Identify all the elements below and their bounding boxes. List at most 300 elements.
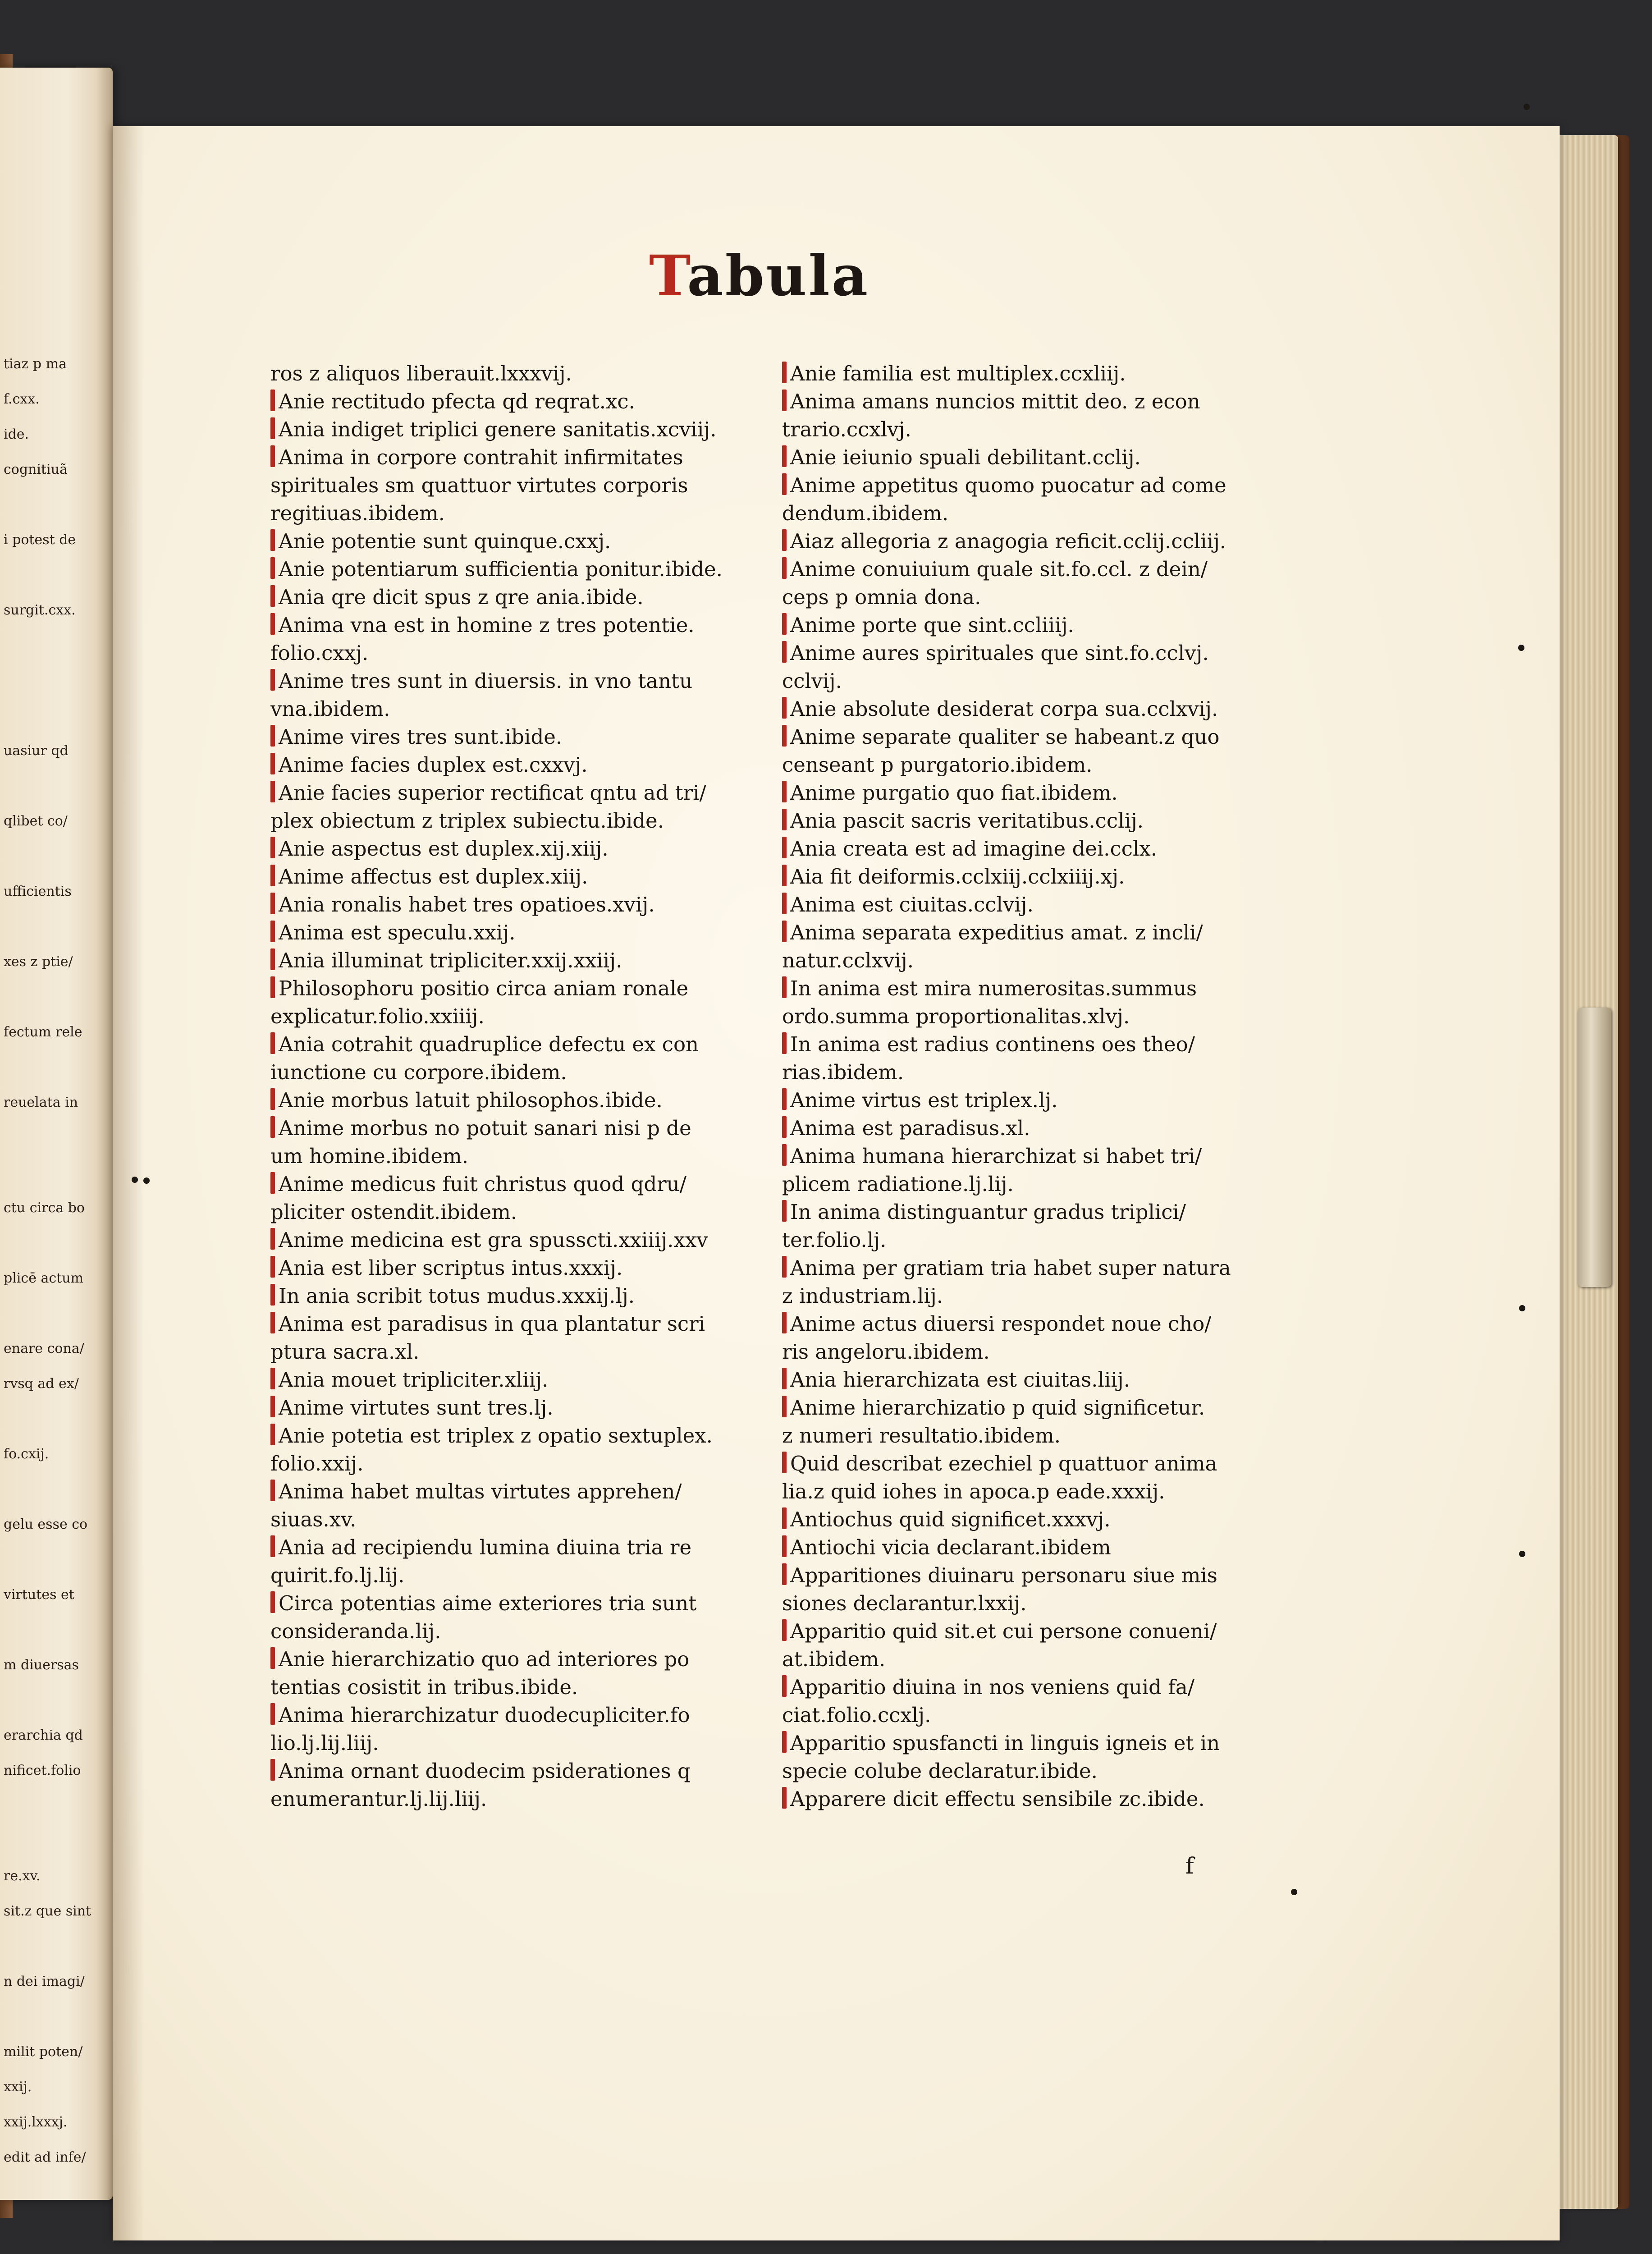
rubric-mark: [270, 1228, 275, 1250]
rubric-mark: [782, 1619, 787, 1641]
index-entry: [270, 863, 775, 891]
index-entry: [782, 1254, 1287, 1282]
index-entry-text: In anima distinguantur gradus triplici/: [790, 1200, 1186, 1224]
index-entry-text: Apparitiones diuinaru personaru siue mis: [790, 1563, 1217, 1587]
rubric-mark: [270, 976, 275, 998]
index-entry: [782, 611, 1287, 639]
index-entry: [782, 919, 1287, 947]
index-entry: [270, 695, 775, 723]
index-entry-text: ceps p omnia dona.: [782, 585, 981, 609]
rubric-mark: [270, 1647, 275, 1669]
index-entry-text: Apparitio spusfancti in linguis igneis et in: [790, 1731, 1220, 1755]
index-entry-text: ris angeloru.ibidem.: [782, 1340, 990, 1364]
index-entry-text: Anime virtutes sunt tres.lj.: [279, 1396, 554, 1420]
index-entry-text: Anime appetitus quomo puocatur ad come: [790, 473, 1226, 497]
index-entry-text: trario.ccxlvj.: [782, 417, 911, 441]
index-entry: [270, 975, 775, 1003]
margin-dot: [1291, 1889, 1297, 1895]
index-entry-text: Anime conuiuium quale sit.fo.ccl. z dein/: [790, 557, 1208, 581]
margin-fragment: xxij.: [4, 2079, 32, 2095]
margin-fragment: n dei imagi/: [4, 1974, 85, 1989]
index-entry: [782, 723, 1287, 751]
index-entry: [782, 472, 1287, 499]
index-entry-text: Anima est paradisus.xl.: [790, 1116, 1030, 1140]
rubric-mark: [782, 865, 787, 886]
index-entry: [782, 1170, 1287, 1198]
index-entry: [270, 583, 775, 611]
rubric-mark: [270, 1172, 275, 1194]
margin-fragment: milit poten/: [4, 2044, 83, 2060]
rubric-mark: [782, 613, 787, 635]
index-entry-text: Anie facies superior rectificat qntu ad tri/: [279, 781, 706, 805]
index-entry: [270, 1450, 775, 1478]
index-entry-text: In ania scribit totus mudus.xxxij.lj.: [279, 1284, 635, 1308]
page-title: [649, 243, 902, 309]
rubric-mark: [782, 389, 787, 411]
signature-mark: f: [1185, 1853, 1194, 1879]
margin-fragment: enare cona/: [4, 1341, 84, 1356]
index-entry: [782, 1226, 1287, 1254]
index-entry-text: Apparitio diuina in nos veniens quid fa/: [790, 1675, 1194, 1699]
index-entry: [270, 1086, 775, 1114]
index-entry: [782, 1562, 1287, 1590]
margin-fragment: rvsq ad ex/: [4, 1376, 79, 1392]
index-entry-text: Circa potentias aime exteriores tria sunt: [279, 1591, 697, 1615]
rubric-mark: [782, 725, 787, 747]
index-entry: [270, 1254, 775, 1282]
index-entry: [270, 1701, 775, 1729]
index-entry: [270, 388, 775, 416]
index-entry-text: specie colube declaratur.ibide.: [782, 1759, 1098, 1783]
index-entry: [270, 1422, 775, 1450]
margin-fragment: virtutes et: [4, 1587, 74, 1603]
index-entry-text: siones declarantur.lxxij.: [782, 1591, 1027, 1615]
rubric-mark: [270, 753, 275, 774]
index-entry: [782, 1394, 1287, 1422]
margin-fragment: f.cxx.: [4, 391, 40, 407]
index-entry-text: folio.cxxj.: [270, 641, 369, 665]
index-entry: [782, 1422, 1287, 1450]
index-entry-text: Anime aures spirituales que sint.fo.cclvj.: [790, 641, 1209, 665]
margin-fragment: tiaz p ma: [4, 356, 67, 372]
index-entry-text: Anima ornant duodecim psiderationes q: [279, 1759, 691, 1783]
index-entry: [270, 919, 775, 947]
index-entry: [782, 1031, 1287, 1058]
index-entry: [782, 583, 1287, 611]
margin-fragment: surgit.cxx.: [4, 602, 76, 618]
index-entry: [270, 1534, 775, 1562]
margin-fragment: ufficientis: [4, 884, 72, 899]
index-entry-text: Aia fit deiformis.cclxiij.cclxiiij.xj.: [790, 865, 1125, 889]
rubric-mark: [270, 1424, 275, 1445]
index-entry-text: Antiochus quid significet.xxxvj.: [790, 1507, 1111, 1531]
index-entry-text: Anime hierarchizatio p quid significetur.: [790, 1396, 1205, 1420]
index-entry: [782, 1590, 1287, 1617]
index-entry: [270, 947, 775, 975]
index-entry-text: plicem radiatione.lj.lij.: [782, 1172, 1014, 1196]
index-entry: [270, 667, 775, 695]
rubric-mark: [270, 1535, 275, 1557]
index-entry-text: Anime tres sunt in diuersis. in vno tantu: [279, 669, 693, 693]
index-entry: [782, 416, 1287, 444]
index-entry: [270, 1226, 775, 1254]
rubric-mark: [782, 1368, 787, 1389]
index-column-left: [270, 360, 775, 1813]
index-entry-text: Ania indiget triplici genere sanitatis.xcviij.: [279, 417, 717, 441]
index-entry: [782, 1534, 1287, 1562]
rubric-mark: [782, 1032, 787, 1054]
index-entry-text: siuas.xv.: [270, 1507, 357, 1531]
rubric-mark: [270, 725, 275, 747]
rubric-mark: [270, 893, 275, 914]
index-entry-text: cclvij.: [782, 669, 842, 693]
index-entry-text: Ania creata est ad imagine dei.cclx.: [790, 837, 1158, 861]
index-entry-text: z numeri resultatio.ibidem.: [782, 1424, 1061, 1448]
index-entry: [782, 1729, 1287, 1757]
index-entry: [270, 555, 775, 583]
index-entry-text: Anie absolute desiderat corpa sua.cclxvij.: [790, 697, 1218, 721]
index-entry: [782, 1282, 1287, 1310]
index-entry: [782, 1785, 1287, 1813]
rubric-mark: [270, 1256, 275, 1278]
index-entry: [270, 1478, 775, 1506]
index-entry: [782, 807, 1287, 835]
index-entry: [270, 1170, 775, 1198]
index-entry: [782, 835, 1287, 863]
index-entry: [782, 639, 1287, 667]
margin-fragment: ctu circa bo: [4, 1200, 85, 1216]
index-entry-text: spirituales sm quattuor virtutes corporis: [270, 473, 688, 497]
rubric-mark: [270, 1116, 275, 1138]
rubric-mark: [270, 585, 275, 607]
index-entry: [782, 444, 1287, 472]
index-entry-text: Anima amans nuncios mittit deo. z econ: [790, 389, 1200, 413]
index-entry-text: Anime morbus no potuit sanari nisi p de: [279, 1116, 691, 1140]
index-entry-text: pliciter ostendit.ibidem.: [270, 1200, 517, 1224]
index-entry: [270, 1282, 775, 1310]
index-entry-text: z industriam.lij.: [782, 1284, 943, 1308]
index-entry: [270, 1198, 775, 1226]
index-entry-text: In anima est mira numerositas.summus: [790, 976, 1197, 1000]
rubric-mark: [270, 865, 275, 886]
rubric-mark: [782, 1787, 787, 1809]
index-entry: [782, 947, 1287, 975]
rubric-mark: [782, 893, 787, 914]
index-entry-text: Philosophoru positio circa aniam ronale: [279, 976, 689, 1000]
rubric-mark: [270, 613, 275, 635]
margin-fragment: cognitiuã: [4, 462, 68, 477]
index-entry-text: Anie aspectus est duplex.xij.xiij.: [279, 837, 609, 861]
index-entry-text: ptura sacra.xl.: [270, 1340, 420, 1364]
index-entry: [270, 527, 775, 555]
index-entry-text: Ania est liber scriptus intus.xxxij.: [279, 1256, 623, 1280]
rubric-mark: [270, 669, 275, 691]
index-entry: [782, 1478, 1287, 1506]
rubric-mark: [782, 1535, 787, 1557]
rubric-mark: [782, 1144, 787, 1166]
index-entry: [782, 863, 1287, 891]
index-entry: [270, 1729, 775, 1757]
index-entry: [782, 388, 1287, 416]
index-entry: [782, 1310, 1287, 1338]
index-entry: [270, 1394, 775, 1422]
index-entry: [270, 1114, 775, 1142]
index-entry: [782, 667, 1287, 695]
rubric-mark: [270, 389, 275, 411]
index-entry: [270, 1058, 775, 1086]
rubric-mark: [782, 976, 787, 998]
rubric-mark: [270, 781, 275, 802]
rubric-mark: [782, 1256, 787, 1278]
index-entry-text: In anima est radius continens oes theo/: [790, 1032, 1195, 1056]
index-entry-text: regitiuas.ibidem.: [270, 501, 445, 525]
index-entry-text: Ania mouet tripliciter.xliij.: [279, 1368, 549, 1392]
index-entry-text: Anima est speculu.xxij.: [279, 921, 516, 944]
index-entry: [270, 1785, 775, 1813]
index-entry-text: Ania illuminat tripliciter.xxij.xxiij.: [279, 948, 622, 972]
index-entry-text: Anime medicina est gra spusscti.xxiiij.xxv: [279, 1228, 708, 1252]
index-entry-text: Anie potentie sunt quinque.cxxj.: [279, 529, 611, 553]
rubric-mark: [782, 1396, 787, 1417]
margin-fragment: edit ad infe/: [4, 2149, 86, 2165]
index-entry: [782, 499, 1287, 527]
index-entry-text: folio.xxij.: [270, 1452, 364, 1475]
index-entry: [270, 499, 775, 527]
margin-fragment: xes z ptie/: [4, 954, 73, 970]
rubric-mark: [270, 445, 275, 467]
margin-fragment: ide.: [4, 426, 29, 442]
margin-fragment: sit.z que sint: [4, 1903, 92, 1919]
index-entry: [270, 472, 775, 499]
rubric-mark: [782, 697, 787, 719]
index-entry: [782, 1058, 1287, 1086]
index-entry-text: Anie potentiarum sufficientia ponitur.ibide.: [279, 557, 723, 581]
index-entry-text: iunctione cu corpore.ibidem.: [270, 1060, 567, 1084]
index-entry: [270, 1673, 775, 1701]
index-entry-text: Anie rectitudo pfecta qd reqrat.xc.: [279, 389, 635, 413]
index-entry-text: Anime porte que sint.ccliiij.: [790, 613, 1074, 637]
index-entry: [782, 1198, 1287, 1226]
index-entry: [270, 1645, 775, 1673]
index-entry: [782, 975, 1287, 1003]
index-entry: [782, 1645, 1287, 1673]
index-entry-text: Anie ieiunio spuali debilitant.cclij.: [790, 445, 1141, 469]
index-entry: [782, 527, 1287, 555]
rubric-mark: [782, 529, 787, 551]
margin-dot: [132, 1177, 138, 1183]
rubric-mark: [270, 1032, 275, 1054]
rubric-mark: [782, 921, 787, 942]
index-entry: [782, 1617, 1287, 1645]
index-entry-text: at.ibidem.: [782, 1647, 886, 1671]
margin-dot: [1524, 104, 1530, 110]
margin-fragment: m diuersas: [4, 1657, 79, 1673]
index-entry-text: enumerantur.lj.lij.liij.: [270, 1787, 487, 1811]
index-entry-text: lio.lj.lij.liij.: [270, 1731, 379, 1755]
index-entry: [270, 611, 775, 639]
index-entry-text: censeant p purgatorio.ibidem.: [782, 753, 1093, 777]
index-entry-text: Anime vires tres sunt.ibide.: [279, 725, 563, 749]
index-entry-text: Ania cotrahit quadruplice defectu ex con: [279, 1032, 699, 1056]
index-entry: [782, 1506, 1287, 1534]
index-entry: [270, 1338, 775, 1366]
rubric-mark: [782, 445, 787, 467]
title-rest: abula: [687, 243, 870, 309]
index-entry: [782, 779, 1287, 807]
index-entry-text: dendum.ibidem.: [782, 501, 949, 525]
index-entry-text: Anie potetia est triplex z opatio sextuplex.: [279, 1424, 713, 1448]
rubric-mark: [782, 473, 787, 495]
index-entry: [782, 1086, 1287, 1114]
index-entry: [270, 1757, 775, 1785]
rubric-mark: [270, 417, 275, 439]
margin-fragment: xxij.lxxxj.: [4, 2114, 68, 2130]
index-entry-text: Anima est paradisus in qua plantatur scri: [279, 1312, 705, 1336]
index-entry-text: Aiaz allegoria z anagogia reficit.cclij.ccliij.: [790, 529, 1226, 553]
index-entry: [782, 1142, 1287, 1170]
rubric-mark: [782, 1675, 787, 1697]
index-entry-text: vna.ibidem.: [270, 697, 390, 721]
index-entry: [270, 1003, 775, 1031]
rubric-mark: [782, 641, 787, 663]
clasp: [1578, 1008, 1611, 1287]
index-entry-text: Anie familia est multiplex.ccxliij.: [790, 362, 1126, 385]
index-entry: [270, 1617, 775, 1645]
rubric-mark: [270, 1284, 275, 1306]
margin-fragment: re.xv.: [4, 1868, 41, 1884]
index-entry: [270, 1310, 775, 1338]
index-entry-text: Ania qre dicit spus z qre ania.ibide.: [279, 585, 644, 609]
rubric-mark: [782, 1088, 787, 1110]
index-entry-text: Anima humana hierarchizat si habet tri/: [790, 1144, 1202, 1168]
rubric-mark: [782, 1507, 787, 1529]
index-entry-text: Anima est ciuitas.cclvij.: [790, 893, 1034, 916]
margin-dot: [143, 1177, 150, 1184]
index-entry-text: um homine.ibidem.: [270, 1144, 469, 1168]
rubric-mark: [270, 921, 275, 942]
margin-dot: [1519, 1551, 1525, 1557]
margin-fragment: erarchia qd: [4, 1727, 83, 1743]
margin-fragment: plicē actum: [4, 1270, 83, 1286]
margin-fragment: gelu esse co: [4, 1516, 88, 1532]
rubric-mark: [270, 1703, 275, 1725]
index-entry: [270, 360, 775, 388]
index-entry-text: Anime affectus est duplex.xiij.: [279, 865, 588, 889]
rubric-mark: [270, 529, 275, 551]
index-entry: [782, 751, 1287, 779]
index-entry: [270, 416, 775, 444]
rubric-mark: [782, 1563, 787, 1585]
margin-fragment: i potest de: [4, 532, 76, 548]
index-entry-text: Antiochi vicia declarant.ibidem: [790, 1535, 1111, 1559]
rubric-mark: [782, 809, 787, 830]
index-entry-text: Ania pascit sacris veritatibus.cclij.: [790, 809, 1144, 833]
rubric-mark: [270, 1368, 275, 1389]
index-entry: [270, 891, 775, 919]
index-entry-text: Apparere dicit effectu sensibile zc.ibide.: [790, 1787, 1205, 1811]
index-entry: [782, 1338, 1287, 1366]
index-entry: [782, 1701, 1287, 1729]
index-entry: [782, 360, 1287, 388]
rubric-mark: [270, 557, 275, 579]
index-entry: [270, 1506, 775, 1534]
index-entry-text: Anime facies duplex est.cxxvj.: [279, 753, 588, 777]
index-entry: [782, 1673, 1287, 1701]
index-entry-text: Anime purgatio quo fiat.ibidem.: [790, 781, 1118, 805]
index-entry-text: Anima hierarchizatur duodecupliciter.fo: [279, 1703, 690, 1727]
index-column-right: [782, 360, 1287, 1813]
index-entry-text: consideranda.lij.: [270, 1619, 441, 1643]
index-entry-text: natur.cclxvij.: [782, 948, 914, 972]
index-entry: [270, 723, 775, 751]
index-entry-text: Anie morbus latuit philosophos.ibide.: [279, 1088, 663, 1112]
index-entry: [782, 1450, 1287, 1478]
left-page: [0, 68, 113, 2200]
index-entry-text: quirit.fo.lj.lij.: [270, 1563, 405, 1587]
rubric-mark: [270, 1591, 275, 1613]
index-entry: [270, 807, 775, 835]
rubric-mark: [782, 1452, 787, 1473]
index-entry-text: ter.folio.lj.: [782, 1228, 887, 1252]
margin-fragment: reuelata in: [4, 1095, 78, 1110]
index-entry: [782, 1003, 1287, 1031]
rubric-mark: [782, 1312, 787, 1333]
index-entry-text: explicatur.folio.xxiiij.: [270, 1004, 485, 1028]
index-entry-text: Anime separate qualiter se habeant.z quo: [790, 725, 1220, 749]
rubric-mark: [782, 837, 787, 858]
title-initial: T: [649, 243, 687, 309]
margin-dot: [1519, 1305, 1525, 1311]
margin-fragment: fo.cxij.: [4, 1446, 49, 1462]
index-entry: [270, 779, 775, 807]
index-entry: [270, 1590, 775, 1617]
index-entry-text: rias.ibidem.: [782, 1060, 904, 1084]
index-entry: [782, 555, 1287, 583]
rubric-mark: [270, 837, 275, 858]
index-entry-text: ros z aliquos liberauit.lxxxvij.: [270, 362, 572, 385]
rubric-mark: [270, 1759, 275, 1781]
index-entry-text: lia.z quid iohes in apoca.p eade.xxxij.: [782, 1480, 1165, 1503]
index-entry-text: Ania ad recipiendu lumina diuina tria re: [279, 1535, 692, 1559]
index-entry-text: Anima in corpore contrahit infirmitates: [279, 445, 683, 469]
index-entry-text: tentias cosistit in tribus.ibide.: [270, 1675, 578, 1699]
index-entry-text: Anima habet multas virtutes apprehen/: [279, 1480, 682, 1503]
rubric-mark: [270, 1480, 275, 1501]
index-entry: [782, 695, 1287, 723]
rubric-mark: [782, 557, 787, 579]
index-entry-text: Anima per gratiam tria habet super natura: [790, 1256, 1231, 1280]
index-entry: [782, 891, 1287, 919]
index-entry-text: ciat.folio.ccxlj.: [782, 1703, 931, 1727]
index-entry: [270, 1142, 775, 1170]
margin-dot: [1518, 645, 1524, 651]
gutter-shadow: [113, 126, 144, 2240]
index-entry: [270, 444, 775, 472]
rubric-mark: [782, 1116, 787, 1138]
margin-fragment: nificet.folio: [4, 1763, 81, 1778]
rubric-mark: [270, 1088, 275, 1110]
rubric-mark: [270, 1312, 275, 1333]
index-entry: [782, 1366, 1287, 1394]
margin-fragment: uasiur qd: [4, 743, 69, 759]
index-entry: [270, 1366, 775, 1394]
rubric-mark: [782, 362, 787, 383]
index-entry-text: Apparitio quid sit.et cui persone conueni/: [790, 1619, 1217, 1643]
margin-fragment: fectum rele: [4, 1024, 82, 1040]
index-entry: [270, 1031, 775, 1058]
index-entry-text: Ania hierarchizata est ciuitas.liij.: [790, 1368, 1130, 1392]
rubric-mark: [782, 1200, 787, 1222]
